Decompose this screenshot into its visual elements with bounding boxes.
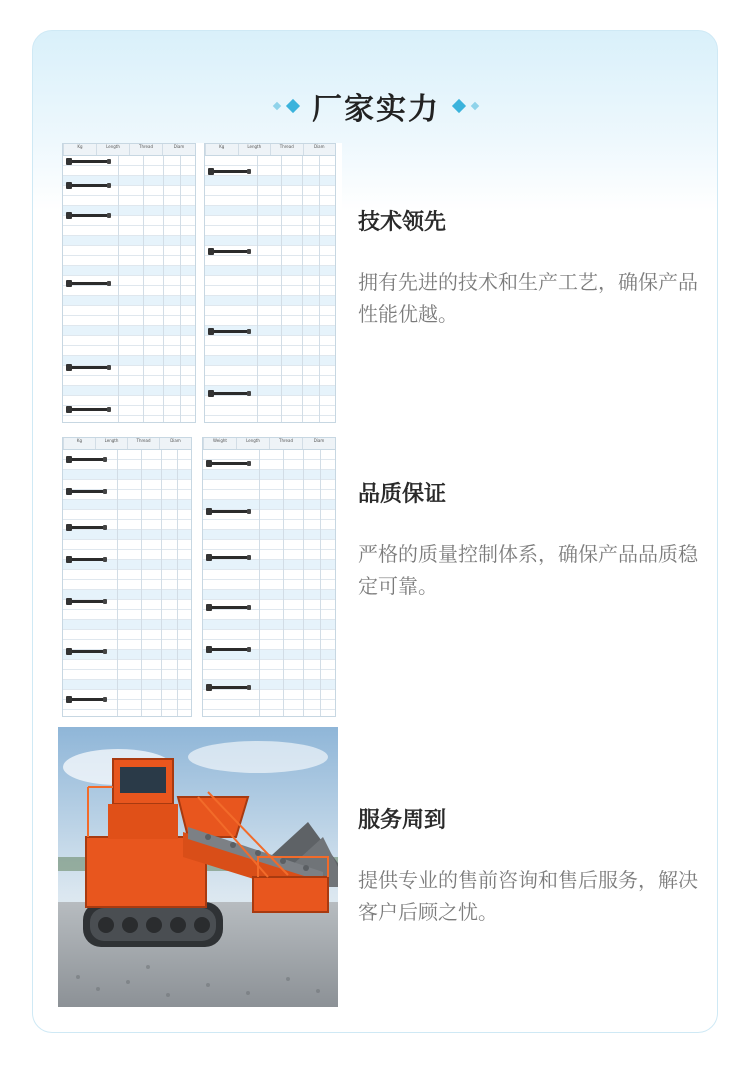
- feature-text-2: [358, 477, 703, 602]
- feature-desc: 拥有先进的技术和生产工艺，确保产品性能优越。: [358, 270, 698, 326]
- feature-title: 服务周到: [358, 808, 447, 833]
- product-spec-table-image: Kg Length Thread Diam Kg Length Thread Diam: [62, 143, 342, 423]
- diamond-icon: [452, 99, 466, 113]
- diamond-icon: [471, 102, 479, 110]
- left-decoration: [274, 101, 298, 111]
- diamond-icon: [286, 99, 300, 113]
- diamond-icon: [273, 102, 281, 110]
- section-header: [33, 81, 719, 131]
- page-title: 厂家实力: [312, 92, 440, 127]
- right-decoration: [454, 101, 478, 111]
- crawler-crusher-machine-image: [58, 727, 338, 1007]
- feature-desc: 严格的质量控制体系，确保产品品质稳定可靠。: [358, 542, 698, 598]
- feature-text-1: [358, 205, 703, 330]
- feature-title: 技术领先: [358, 210, 447, 235]
- feature-title: 品质保证: [358, 482, 447, 507]
- product-spec-table-image: Kg Length Thread Diam Weight Length Thread Diam: [62, 437, 342, 717]
- feature-text-3: [358, 803, 703, 928]
- feature-desc: 提供专业的售前咨询和售后服务，解决客户后顾之忧。: [358, 868, 698, 924]
